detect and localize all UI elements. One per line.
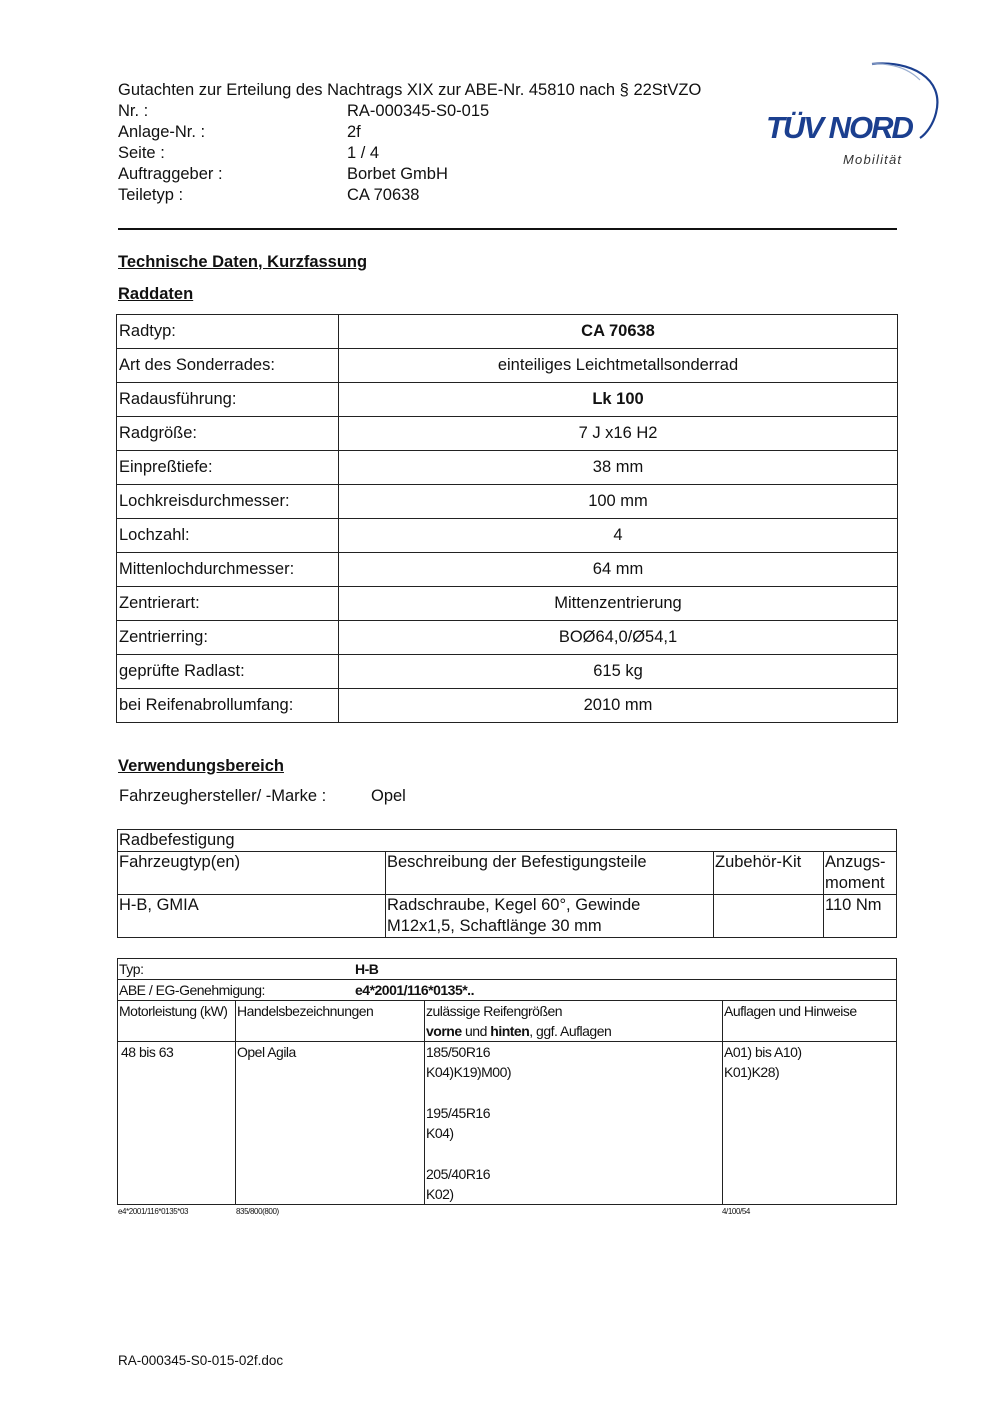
- table-row: Radausführung: Lk 100: [117, 383, 898, 417]
- typ-table: [117, 958, 897, 1205]
- table-row: Zentrierart: Mittenzentrierung: [117, 587, 898, 621]
- table-row: Einpreßtiefe: 38 mm: [117, 451, 898, 485]
- header-row-anlage: Anlage-Nr. : 2f: [118, 123, 361, 141]
- table-row: Zentrierring: BOØ64,0/Ø54,1: [117, 621, 898, 655]
- table-row: Radgröße: 7 J x16 H2: [117, 417, 898, 451]
- header-row-seite: Seite : 1 / 4: [118, 144, 380, 162]
- logo-brand-text: TÜV NORD: [766, 110, 912, 145]
- header-divider: [118, 228, 897, 230]
- typ-footnote-abe: e4*2001/116*0135*03: [118, 1207, 189, 1216]
- document-header: [118, 80, 701, 206]
- document-footer: RA-000345-S0-015-02f.doc: [118, 1353, 284, 1368]
- table-row: Mittenlochdurchmesser: 64 mm: [117, 553, 898, 587]
- section-raddaten: Raddaten: [118, 285, 194, 303]
- header-row-teiletyp: Teiletyp : CA 70638: [118, 186, 420, 204]
- table-row: Fahrzeugtyp(en) Beschreibung der Befestigungsteile Zubehör-Kit Anzugs-moment: [118, 852, 897, 895]
- table-row: Typ: H-B: [118, 959, 897, 980]
- section-technische-daten: Technische Daten, Kurzfassung: [118, 253, 368, 271]
- typ-footnote-wheel: 4/100/54: [722, 1207, 750, 1216]
- header-row-auftraggeber: Auftraggeber : Borbet GmbH: [118, 165, 448, 183]
- manufacturer-label: Fahrzeughersteller/ -Marke :: [119, 787, 327, 805]
- manufacturer-value: Opel: [371, 787, 406, 805]
- manufacturer-line: [119, 787, 406, 806]
- table-row: geprüfte Radlast: 615 kg: [117, 655, 898, 689]
- header-row-nr: Nr. : RA-000345-S0-015: [118, 102, 490, 120]
- radbefestigung-table: [117, 829, 897, 938]
- table-row: H-B, GMIA Radschraube, Kegel 60°, Gewinde M12x1,5, Schaftlänge 30 mm 110 Nm: [118, 895, 897, 938]
- table-row: Art des Sonderrades: einteiliges Leichtmetallsonderrad: [117, 349, 898, 383]
- tuv-nord-logo: [760, 58, 945, 173]
- table-row: Lochkreisdurchmesser: 100 mm: [117, 485, 898, 519]
- table-row: ABE / EG-Genehmigung: e4*2001/116*0135*..: [118, 980, 897, 1001]
- section-verwendungsbereich: Verwendungsbereich: [118, 757, 284, 775]
- table-row: bei Reifenabrollumfang: 2010 mm: [117, 689, 898, 723]
- table-row: Radbefestigung: [118, 830, 897, 852]
- typ-footnote-code: 835/800(800): [236, 1207, 279, 1216]
- table-row: Lochzahl: 4: [117, 519, 898, 553]
- table-row: Radtyp: CA 70638: [117, 315, 898, 349]
- document-title: Gutachten zur Erteilung des Nachtrags XIX zur ABE-Nr. 45810 nach § 22StVZO: [118, 81, 702, 99]
- logo-sub-text: Mobilität: [843, 152, 903, 167]
- raddaten-table: [116, 314, 898, 723]
- table-row: 48 bis 63 Opel Agila 185/50R16 K04)K19)M00) 195/45R16 K04) 205/40R16 K02) A01) bis A10) K01)K28): [118, 1042, 897, 1205]
- table-row: Motorleistung (kW) Handelsbezeichnungen zulässige Reifengrößen vorne und hinten, ggf. Auflagen Auflagen und Hinweise: [118, 1001, 897, 1042]
